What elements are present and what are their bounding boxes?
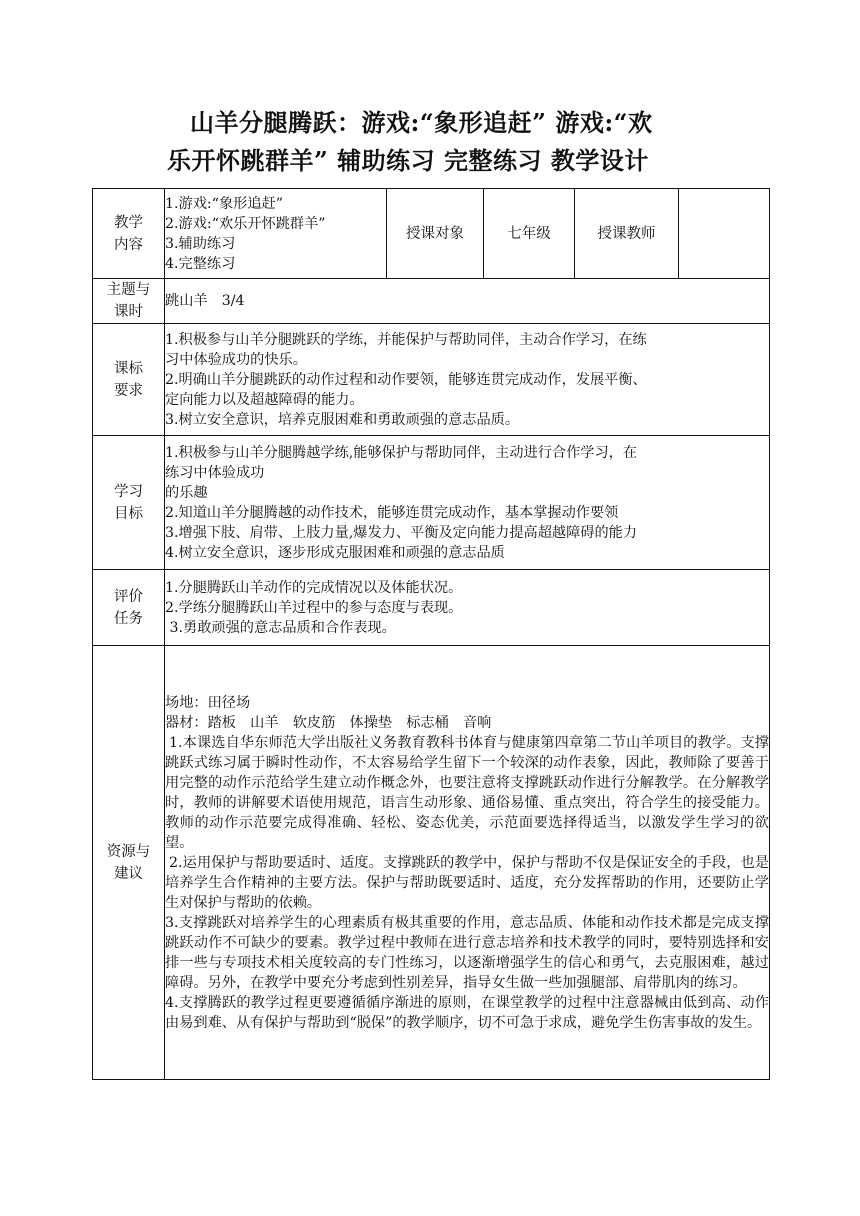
row-topic	[93, 279, 770, 324]
standards-text: 1.积极参与山羊分腿跳跃的学练，并能保护与帮助同伴，主动合作学习，在练 习中体验成功的快乐。 2.明确山羊分腿跳跃的动作过程和动作要领，能够连贯完成动作，发展平衡、 定向能力以及超越障碍的能力。 3.树立安全意识，培养克服困难和勇敢顽强的意志品质。	[165, 324, 770, 436]
equipment-line: 器材：踏板 山羊 软皮筋 体操垫 标志桶 音响	[165, 714, 492, 731]
label-teaching-content: 教学 内容	[93, 189, 165, 279]
objectives-text: 1.积极参与山羊分腿腾越学练,能够保护与帮助同伴，主动进行合作学习，在 练习中体验成功 的乐趣 2.知道山羊分腿腾越的动作技术，能够连贯完成动作，基本掌握动作要领 3.增强下肢、肩带、上肢力量,爆发力、平衡及定向能力提高超越障碍的能力 4.树立安全意识，逐步形成克服困难和顽强的意志品质	[165, 436, 770, 570]
document-title	[150, 104, 770, 180]
label-audience: 授课对象	[387, 189, 484, 279]
label-teacher: 授课教师	[575, 189, 679, 279]
resources-text	[165, 646, 770, 1080]
content-item: 4.完整练习	[165, 255, 236, 272]
row-resources	[93, 646, 770, 1080]
title-line-1: 山羊分腿腾跃：游戏:“象形追赶” 游戏:“欢	[190, 108, 653, 137]
content-item: 2.游戏:“欢乐开怀跳群羊”	[165, 215, 326, 232]
row-objectives	[93, 436, 770, 570]
title-line-2: 乐开怀跳群羊” 辅助练习 完整练习 教学设计	[167, 146, 649, 175]
suggestion-paragraph: 1.本课选自华东师范大学出版社义务教育教科书体育与健康第四章第二节山羊项目的教学。支撑跳跃式练习属于瞬时性动作，不太容易给学生留下一个较深的动作表象，因此，教师除了要善于用完整的动作示范给学生建立动作概念外，也要注意将支撑跳跃动作进行分解教学。在分解教学时，教师的讲解要术语使用规范，语言生动形象、通俗易懂、重点突出，符合学生的接受能力。教师的动作示范要完成得准确、轻松、姿态优美，示范面要选择得适当，以激发学生学习的欲望。	[165, 734, 769, 851]
suggestion-paragraph: 2.运用保护与帮助要适时、适度。支撑跳跃的教学中，保护与帮助不仅是保证安全的手段，也是培养学生合作精神的主要方法。保护与帮助既要适时、适度，充分发挥帮助的作用，还要防止学生对保护与帮助的依赖。	[165, 854, 769, 911]
content-items	[165, 189, 387, 279]
label-evaluation: 评价 任务	[93, 570, 165, 646]
row-standards	[93, 324, 770, 436]
row-evaluation	[93, 570, 770, 646]
label-objectives: 学习 目标	[93, 436, 165, 570]
suggestion-paragraph: 3.支撑跳跃对培养学生的心理素质有极其重要的作用，意志品质、体能和动作技术都是完成支撑跳跃动作不可缺少的要素。教学过程中教师在进行意志培养和技术教学的同时，要特别选择和安排一些与专项技术相关度较高的专门性练习，以逐渐增强学生的信心和勇气，去克服困难，越过障碍。另外，在教学中要充分考虑到性别差异，指导女生做一些加强腿部、肩带肌肉的练习。	[165, 914, 769, 991]
value-topic: 跳山羊 3/4	[165, 279, 770, 324]
row-teaching-content	[93, 189, 770, 279]
venue-line: 场地：田径场	[165, 694, 251, 711]
evaluation-text: 1.分腿腾跃山羊动作的完成情况以及体能状况。 2.学练分腿腾跃山羊过程中的参与态度与表现。 3.勇敢顽强的意志品质和合作表现。	[165, 570, 770, 646]
label-standards: 课标 要求	[93, 324, 165, 436]
label-resources: 资源与 建议	[93, 646, 165, 1080]
value-audience: 七年级	[484, 189, 575, 279]
value-teacher	[679, 189, 770, 279]
content-item: 3.辅助练习	[165, 235, 236, 252]
label-topic: 主题与 课时	[93, 279, 165, 324]
content-item: 1.游戏:“象形追赶”	[165, 195, 283, 212]
suggestion-paragraph: 4.支撑腾跃的教学过程更要遵循循序渐进的原则，在课堂教学的过程中注意器械由低到高、动作由易到难、从有保护与帮助到“脱保”的教学顺序，切不可急于求成，避免学生伤害事故的发生。	[165, 994, 769, 1031]
lesson-plan-table	[92, 188, 770, 1080]
